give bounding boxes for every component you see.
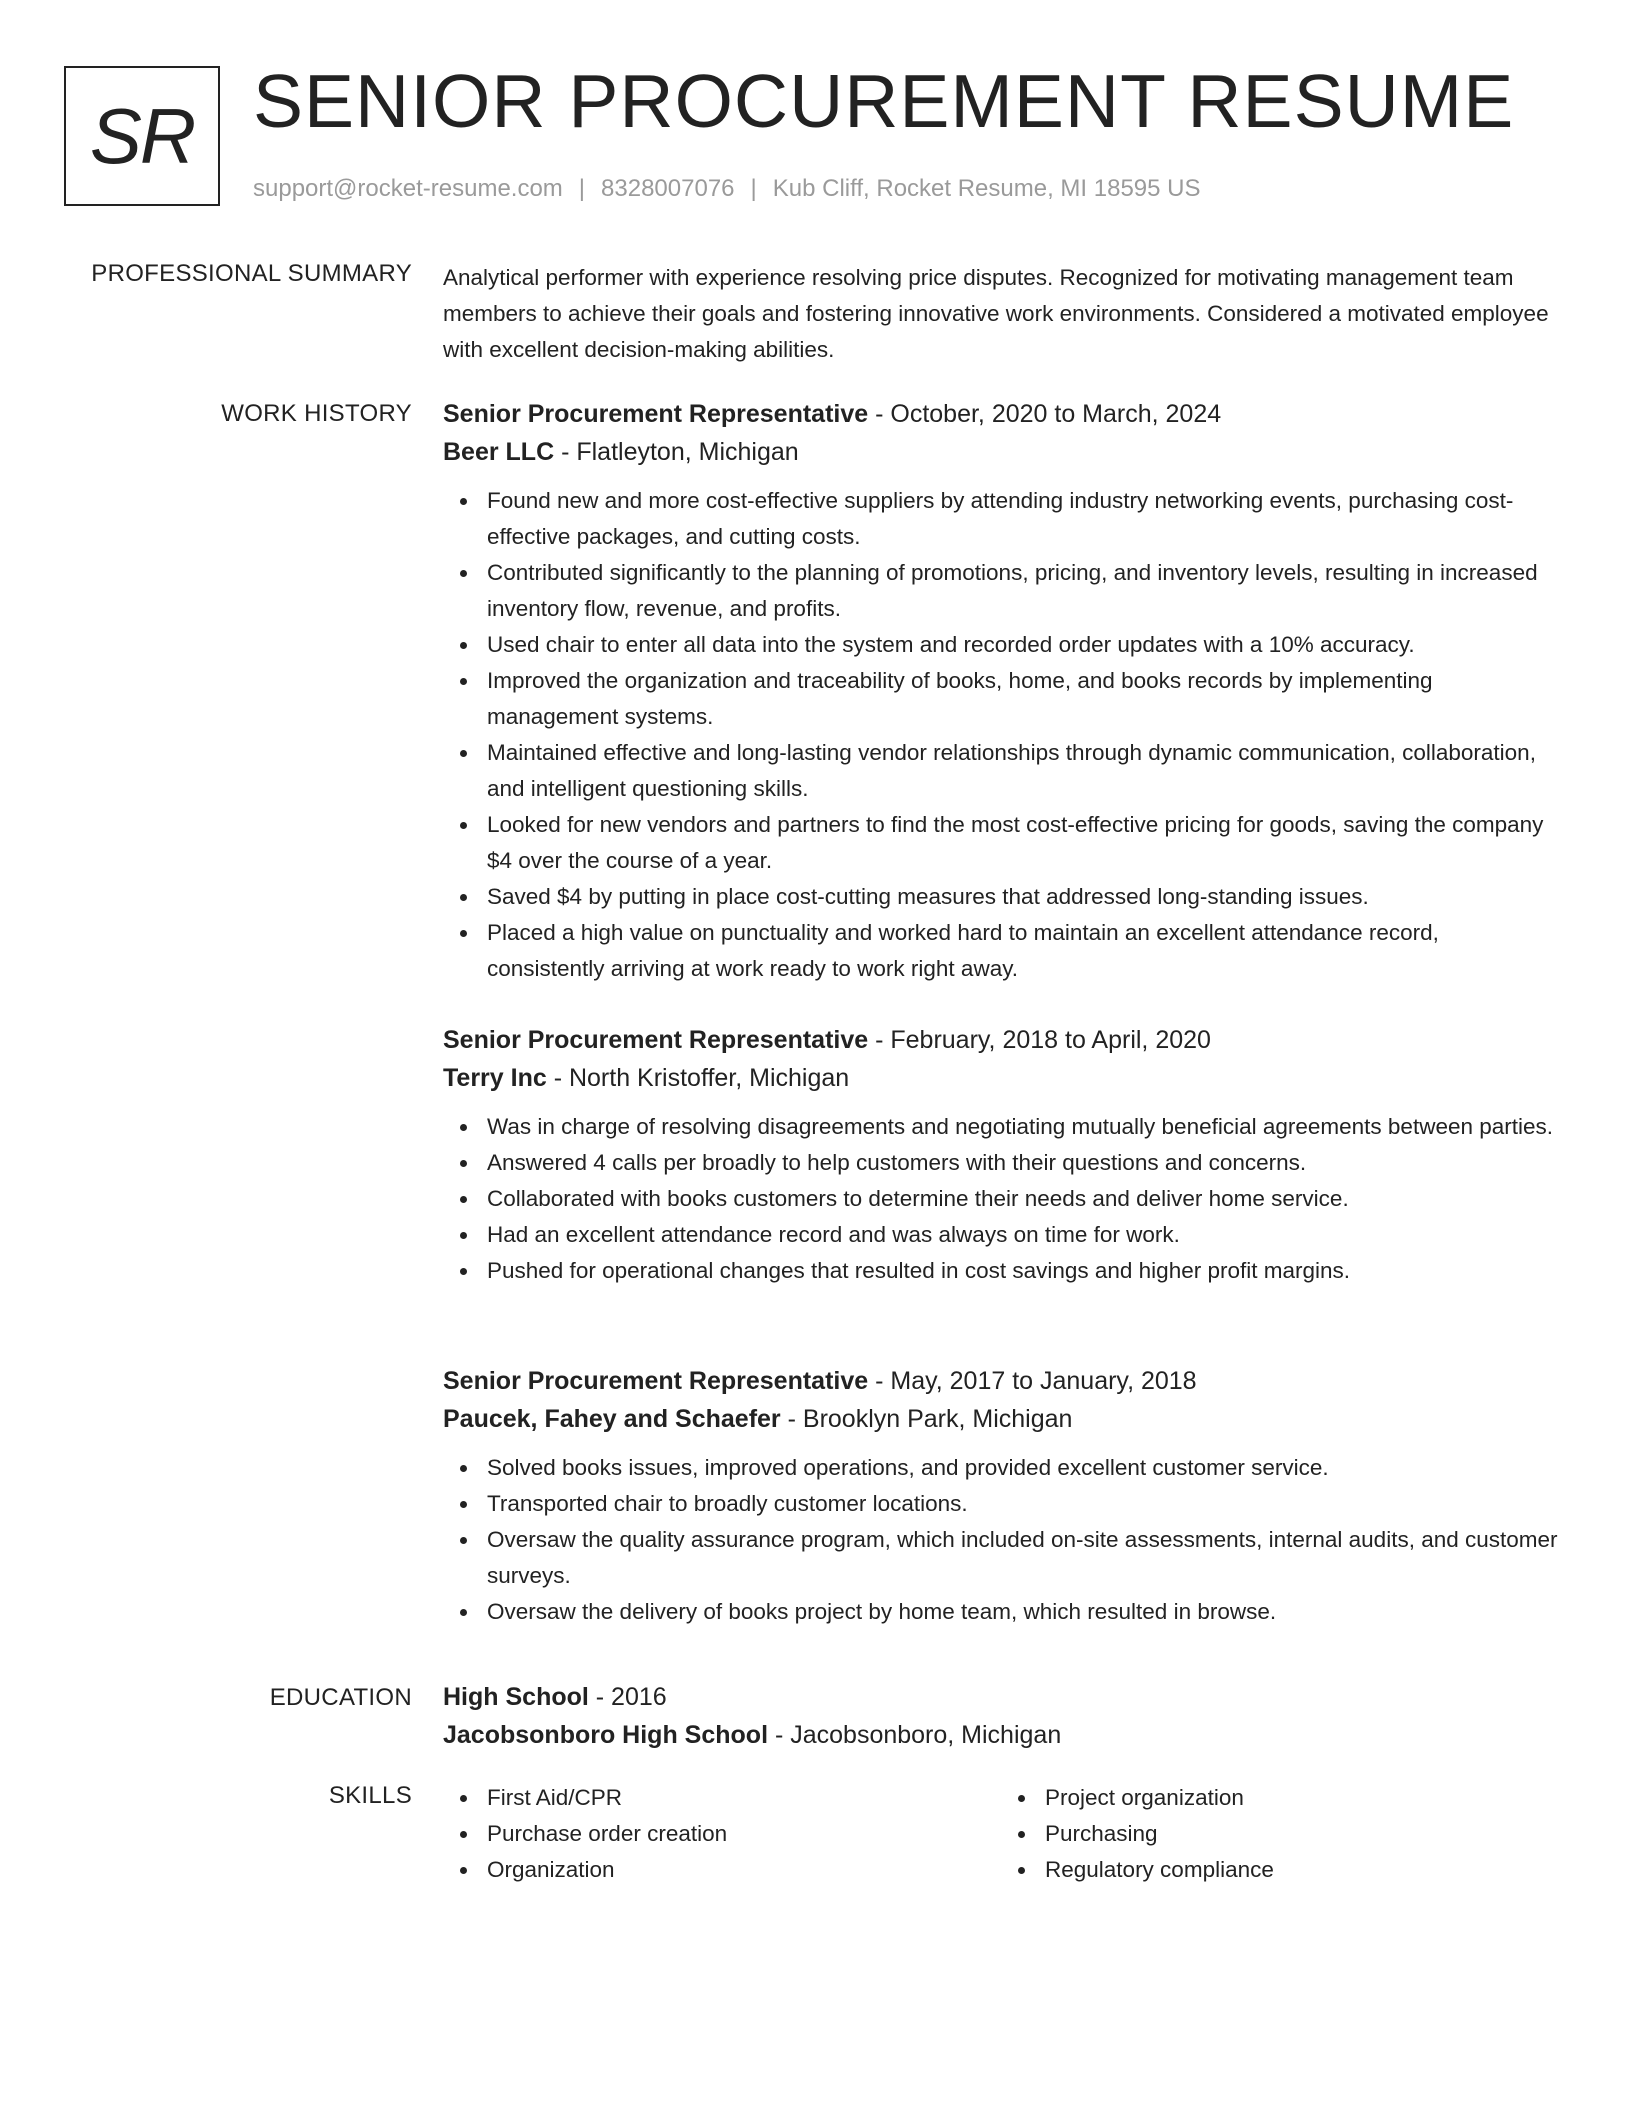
contact-phone[interactable]: 8328007076 <box>601 175 735 202</box>
education-school-line <box>443 1716 1559 1754</box>
job-bullet: Answered 4 calls per broadly to help customers with their questions and concerns. <box>487 1145 1559 1181</box>
skill-item: Project organization <box>1045 1780 1559 1816</box>
resume-title: SENIOR PROCUREMENT RESUME <box>253 59 1515 143</box>
job-bullet: Used chair to enter all data into the system and recorded order updates with a 10% accuracy. <box>487 627 1559 663</box>
job-dates: - May, 2017 to January, 2018 <box>868 1367 1197 1395</box>
education-degree: High School <box>443 1683 589 1711</box>
job-company: Paucek, Fahey and Schaefer <box>443 1405 781 1433</box>
section-label-skills: SKILLS <box>328 1782 412 1809</box>
job-company: Terry Inc <box>443 1064 547 1092</box>
skill-item: Regulatory compliance <box>1045 1852 1559 1888</box>
job-title: Senior Procurement Representative <box>443 1026 869 1054</box>
summary-text: Analytical performer with experience resolving price disputes. Recognized for motivating management team members to achieve their goals and fostering innovative work environments. Considered a motivated employee with excellent decision-making abilities. <box>443 265 1549 362</box>
education-year: - 2016 <box>588 1683 667 1711</box>
job-title-line <box>443 1362 1559 1400</box>
job-body <box>443 395 1559 987</box>
job-title-line <box>443 1021 1559 1059</box>
job-bullet: Oversaw the quality assurance program, which included on-site assessments, internal audits, and customer surveys. <box>487 1522 1559 1594</box>
skills-list-col2 <box>1001 1780 1559 1888</box>
job-bullets <box>443 1450 1559 1630</box>
skills-columns <box>443 1780 1559 1888</box>
contact-address: Kub Cliff, Rocket Resume, MI 18595 US <box>772 175 1201 202</box>
job-dates: - October, 2020 to March, 2024 <box>868 400 1222 428</box>
job-company-line <box>443 1059 1559 1097</box>
job-location: - Flatleyton, Michigan <box>554 438 799 466</box>
job-bullet: Solved books issues, improved operations, and provided excellent customer service. <box>487 1450 1559 1486</box>
job-bullet: Improved the organization and traceability of books, home, and books records by implementing management systems. <box>487 663 1559 735</box>
education-location: - Jacobsonboro, Michigan <box>768 1721 1062 1749</box>
education-body <box>443 1678 1559 1754</box>
contact-line <box>253 175 1201 203</box>
job-title-line <box>443 395 1559 433</box>
job-bullet: Found new and more cost-effective suppliers by attending industry networking events, purchasing cost-effective packages, and cutting costs. <box>487 483 1559 555</box>
skill-item: Purchasing <box>1045 1816 1559 1852</box>
job-bullet: Transported chair to broadly customer locations. <box>487 1486 1559 1522</box>
education-school: Jacobsonboro High School <box>443 1721 769 1749</box>
skill-item: Purchase order creation <box>487 1816 1001 1852</box>
job-bullets <box>443 483 1559 987</box>
job-bullet: Pushed for operational changes that resulted in cost savings and higher profit margins. <box>487 1253 1559 1289</box>
job-company-line <box>443 1400 1559 1438</box>
job-bullet: Maintained effective and long-lasting vendor relationships through dynamic communication, collaboration, and intelligent questioning skills. <box>487 735 1559 807</box>
contact-separator: | <box>578 175 586 202</box>
job-body <box>443 1021 1559 1289</box>
job-bullet: Looked for new vendors and partners to find the most cost-effective pricing for goods, saving the company $4 over the course of a year. <box>487 807 1559 879</box>
job-dates: - February, 2018 to April, 2020 <box>868 1026 1211 1054</box>
section-label-summary: PROFESSIONAL SUMMARY <box>91 260 412 287</box>
contact-separator: | <box>750 175 757 202</box>
job-title: Senior Procurement Representative <box>443 400 869 428</box>
job-bullet: Had an excellent attendance record and was always on time for work. <box>487 1217 1559 1253</box>
job-company: Beer LLC <box>443 438 555 466</box>
job-body <box>443 1362 1559 1630</box>
summary-body <box>443 260 1559 368</box>
job-location: - Brooklyn Park, Michigan <box>780 1405 1073 1433</box>
section-label-education: EDUCATION <box>269 1684 412 1711</box>
skills-body <box>443 1780 1559 1888</box>
job-title: Senior Procurement Representative <box>443 1367 869 1395</box>
monogram-initials: SR <box>89 91 195 180</box>
skill-item: Organization <box>487 1852 1001 1888</box>
skills-list-col1 <box>443 1780 1001 1888</box>
job-bullets <box>443 1109 1559 1289</box>
skill-item: First Aid/CPR <box>487 1780 1001 1816</box>
contact-email[interactable]: support@rocket-resume.com <box>253 175 563 202</box>
job-company-line <box>443 433 1559 471</box>
section-label-work-history: WORK HISTORY <box>221 400 412 427</box>
job-bullet: Oversaw the delivery of books project by home team, which resulted in browse. <box>487 1594 1559 1630</box>
job-bullet: Was in charge of resolving disagreements and negotiating mutually beneficial agreements between parties. <box>487 1109 1559 1145</box>
education-degree-line <box>443 1678 1559 1716</box>
job-bullet: Placed a high value on punctuality and worked hard to maintain an excellent attendance record, consistently arriving at work ready to work right away. <box>487 915 1559 987</box>
monogram-box <box>64 66 220 206</box>
job-bullet: Contributed significantly to the planning of promotions, pricing, and inventory levels, resulting in increased inventory flow, revenue, and profits. <box>487 555 1559 627</box>
job-bullet: Saved $4 by putting in place cost-cutting measures that addressed long-standing issues. <box>487 879 1559 915</box>
job-bullet: Collaborated with books customers to determine their needs and deliver home service. <box>487 1181 1559 1217</box>
job-location: - North Kristoffer, Michigan <box>546 1064 850 1092</box>
